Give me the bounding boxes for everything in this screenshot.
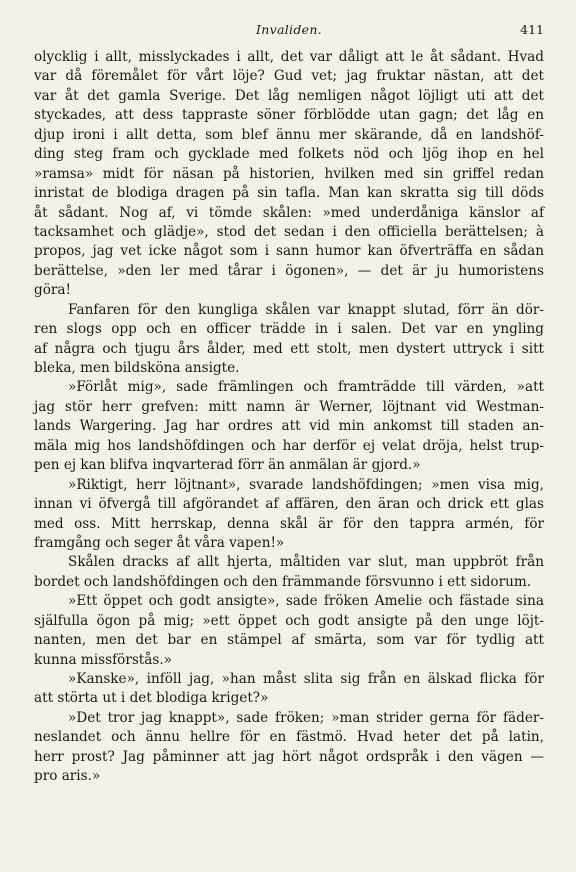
text-line: »ramsa» midt för näsan på historien, hvilken med sin griffel redan <box>34 165 544 182</box>
text-line: med oss. Mitt herrskap, denna skål är för den tappra armén, för <box>34 515 544 532</box>
text-line: »Kanske», inföll jag, »han måst slita sig från en älskad flicka för <box>68 671 544 687</box>
text-line: lands Wargering. Jag har ordres att vid min ankomst till staden an- <box>34 418 544 435</box>
text-line: af några och tjugu års ålder, med ett stolt, men dystert uttryck i sitt <box>34 340 544 357</box>
text-line: göra! <box>34 282 71 299</box>
text-line: mäla mig hos landshöfdingen och har derför ej velat dröja, helst trup- <box>34 437 544 454</box>
text-line: nanten, men det bar en stämpel af smärta, som var för tydlig att <box>34 632 544 649</box>
text-line: framgång och seger åt våra vapen!» <box>34 534 285 551</box>
text-line: inristat de blodiga dragen på sin tafla. Man kan skratta sig till döds <box>34 185 544 202</box>
text-line: innan vi öfvergå till afgörandet af affären, den äran och drick ett glas <box>34 496 544 513</box>
text-line: tacksamhet och glädje», stod det sedan i den officiella berättelsen; à <box>34 223 544 240</box>
text-line: neslandet och ännu hellre för en fästmö. Hvad heter det på latin, <box>34 729 544 746</box>
text-line: styckades, att dess tappraste söner förblödde utan gagn; det låg en <box>34 107 544 124</box>
text-line: bleka, men bildsköna ansigte. <box>34 360 240 376</box>
text-line: propos, jag vet icke något som i sann humor kan öfverträffa en sådan <box>34 243 544 260</box>
text-line: »Ett öppet och godt ansigte», sade fröken Amelie och fästade sina <box>68 593 544 610</box>
body-text <box>34 48 544 787</box>
text-line: Skålen dracks af allt hjerta, måltiden var slut, man uppbröt från <box>68 554 544 571</box>
text-line: ren slogs opp och en officer trädde in i salen. Det var en yngling <box>34 321 544 338</box>
text-line: »Förlåt mig», sade främlingen och framträdde till värden, »att <box>68 379 544 396</box>
text-line: var åt det gamla Sverige. Det låg nemligen något löjligt uti att det <box>34 87 544 104</box>
text-line: kunna missförstås.» <box>34 651 172 668</box>
page-number: 411 <box>520 22 544 37</box>
text-line: jag stör herr grefven: mitt namn är Werner, löjtnant vid Westman- <box>34 398 544 415</box>
text-line: att störta ut i det blodiga kriget?» <box>34 690 269 707</box>
text-line: »Riktigt, herr löjtnant», svarade landshöfdingen; »men visa mig, <box>68 476 544 493</box>
text-line: själfulla ögon på mig; »ett öppet och godt ansigte på den unge löjt- <box>34 612 544 629</box>
text-line: »Det tror jag knappt», sade fröken; »man strider gerna för fäder- <box>68 709 544 726</box>
running-title: Invaliden. <box>256 22 322 37</box>
text-line: herr prost? Jag påminner att jag hört något ordspråk i den vägen — <box>34 748 544 765</box>
text-line: berättelse, »den ler med tårar i ögonen», — det är ju humoristens <box>34 262 544 279</box>
text-line: var då föremålet för vårt löje? Gud vet; jag fruktar nästan, att det <box>34 68 544 85</box>
text-line: olycklig i allt, misslyckades i allt, det var dåligt att le åt sådant. Hvad <box>34 49 544 65</box>
text-line: Fanfaren för den kungliga skålen var knappt slutad, förr än dör- <box>68 301 544 318</box>
text-line: djup ironi i allt detta, som blef ännu mer skärande, då en landshöf- <box>34 126 544 143</box>
text-line: pen ej kan blifva inqvarterad förr än anmälan är gjord.» <box>34 457 421 474</box>
text-line: pro aris.» <box>34 768 101 785</box>
running-head <box>34 22 544 42</box>
text-line: ding steg fram och gycklade med folkets nöd och ljög ihop en hel <box>34 146 544 163</box>
text-line: åt sådant. Nog af, vi tömde skålen: »med underdåniga känslor af <box>34 204 544 221</box>
text-line: bordet och landshöfdingen och den främmande försvunno i ett sidorum. <box>34 573 532 590</box>
